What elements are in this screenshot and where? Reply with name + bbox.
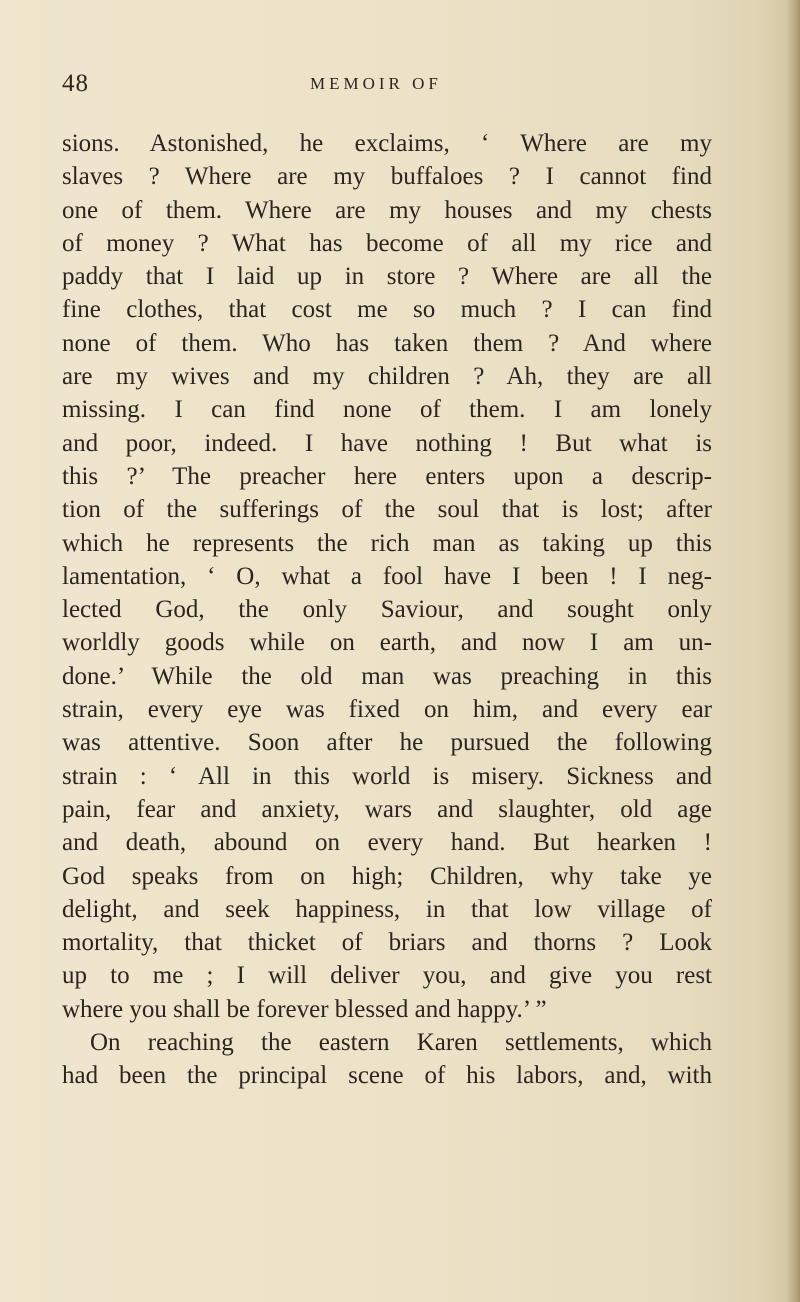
text-line: done.’ While the old man was preaching in this <box>62 662 712 690</box>
paragraph-start-line: On reaching the eastern Karen settlements, which <box>90 1029 712 1057</box>
text-line: of money ? What has become of all my rice and <box>62 229 712 257</box>
text-line: had been the principal scene of his labors, and, with <box>62 1062 712 1090</box>
text-line: delight, and seek happiness, in that low village of <box>62 895 712 923</box>
text-line: are my wives and my children ? Ah, they are all <box>62 363 712 391</box>
text-line: and poor, indeed. I have nothing ! But what is <box>62 429 712 457</box>
text-line: mortality, that thicket of briars and thorns ? Look <box>62 929 712 957</box>
text-line: which he represents the rich man as taking up this <box>62 529 712 557</box>
text-line: sions. Astonished, he exclaims, ‘ Where are my <box>62 130 712 157</box>
text-line: God speaks from on high; Children, why take ye <box>62 862 712 890</box>
text-line: slaves ? Where are my buffaloes ? I cannot find <box>62 163 712 191</box>
text-line: strain, every eye was fixed on him, and every ear <box>62 696 712 724</box>
text-line: tion of the sufferings of the soul that is lost; after <box>62 496 712 524</box>
text-line: was attentive. Soon after he pursued the following <box>62 729 712 757</box>
text-line: and death, abound on every hand. But hearken ! <box>62 829 712 857</box>
text-line: this ?’ The preacher here enters upon a descrip- <box>62 462 712 490</box>
text-line: strain : ‘ All in this world is misery. Sickness and <box>62 762 712 790</box>
text-line: where you shall be forever blessed and happy.’ ” <box>62 995 547 1023</box>
running-title: MEMOIR OF <box>310 74 442 93</box>
text-line: lamentation, ‘ O, what a fool have I been ! I neg- <box>62 562 712 590</box>
text-line: worldly goods while on earth, and now I am un- <box>62 629 712 657</box>
text-line: pain, fear and anxiety, wars and slaughter, old age <box>62 795 712 823</box>
text-line: one of them. Where are my houses and my chests <box>62 196 712 224</box>
text-line: none of them. Who has taken them ? And where <box>62 329 712 357</box>
text-line: fine clothes, that cost me so much ? I can find <box>62 296 712 324</box>
page-number: 48 <box>62 70 89 97</box>
page-edge-shadow <box>786 0 800 1302</box>
text-line: paddy that I laid up in store ? Where are all the <box>62 263 712 291</box>
text-line: missing. I can find none of them. I am lonely <box>62 396 712 424</box>
text-line: lected God, the only Saviour, and sought only <box>62 596 712 624</box>
body-text <box>62 127 712 1093</box>
page-header <box>0 70 800 110</box>
text-line: up to me ; I will deliver you, and give you rest <box>62 962 712 990</box>
